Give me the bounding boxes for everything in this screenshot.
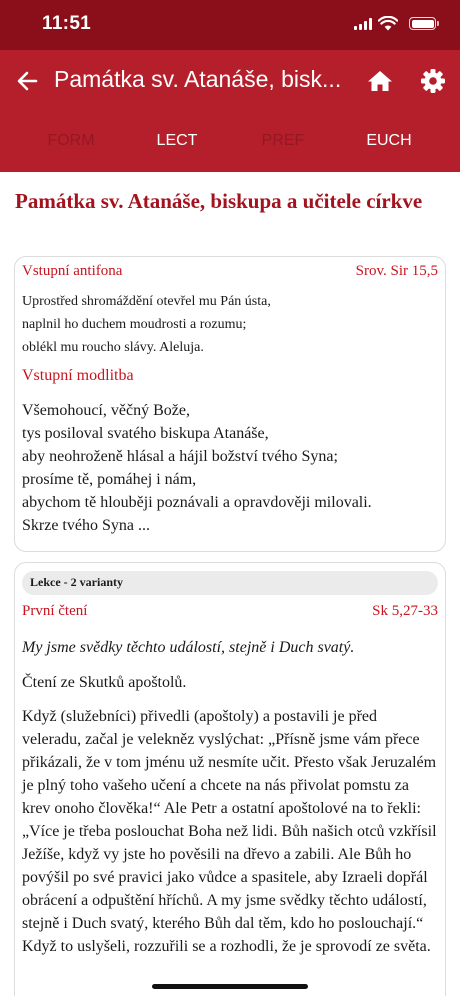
first-reading-header	[22, 603, 438, 620]
entrance-antiphon-label: Vstupní antifona	[22, 263, 123, 279]
reading-text: Když (služebníci) přivedli (apoštoly) a postavili je před veleradu, začal je velekněz vyslýchat: „Přísně jsme vám přece přikázali, že v tom jménu už nesmíte učit. Přesto však Jeruzalém je plný toho vašeho učení a chcete na nás přivolat pomstu za krev onoho člověka!“ Ale Petr a ostatní apoštolové na to řekli: „Více je třeba poslouchat Boha než lidi. Bůh našich otců vzkřísil Ježíše, když vy jste ho pověsili na dřevo a zabili. Ale Bůh ho povýšil po své pravici jako vůdce a spasitele, aby Izraeli dopřál obrácení a odpuštění hříchů. A my jsme svědky těchto událostí, stejně i Duch svatý, kterého Bůh dal těm, kdo ho poslouchají.“ Když to uslyšeli, rozzuřili se a rozhodli, že je sprovodí ze světa.	[22, 708, 437, 955]
antiphon-line: Uprostřed shromáždění otevřel mu Pán ústa,	[22, 294, 271, 309]
entrance-antiphon-text	[22, 290, 271, 359]
navigation-bar	[0, 50, 460, 112]
cellular-signal-icon	[354, 18, 372, 30]
tab-lect[interactable]: LECT	[156, 132, 198, 149]
first-reading-label: První čtení	[22, 603, 88, 619]
opening-prayer-label: Vstupní modlitba	[22, 367, 134, 384]
entrance-antiphon-reference[interactable]: Srov. Sir 15,5	[355, 263, 438, 279]
tab-euch[interactable]: EUCH	[366, 132, 412, 149]
tab-form[interactable]: FORM	[47, 132, 95, 149]
section-tabs	[0, 118, 460, 164]
entrance-card	[14, 256, 446, 552]
entrance-antiphon-header	[22, 263, 438, 280]
gear-icon[interactable]	[419, 67, 447, 95]
readings-card	[14, 562, 446, 996]
nav-title: Památka sv. Atanáše, bisk...	[54, 66, 342, 92]
antiphon-line: naplnil ho duchem moudrosti a rozumu;	[22, 317, 247, 332]
home-icon[interactable]	[366, 67, 394, 95]
first-reading-reference[interactable]: Sk 5,27-33	[372, 603, 438, 619]
opening-prayer-text: Všemohoucí, věčný Bože, tys posiloval svatého biskupa Atanáše, aby neohroženě hlásal a hájil božství tvého Syna; prosíme tě, pomáhej i nám, abychom tě hlouběji poznávali a opravdověji milovali. Skrze tvého Syna ...	[22, 402, 372, 534]
variants-badge[interactable]: Lekce - 2 varianty	[22, 571, 438, 595]
app-header	[0, 0, 460, 172]
status-time: 11:51	[42, 13, 92, 34]
status-bar	[0, 0, 460, 50]
reading-summary: My jsme svědky těchto událostí, stejně i Duch svatý.	[22, 639, 355, 656]
tab-pref[interactable]: PREF	[261, 132, 305, 149]
back-arrow-icon[interactable]	[14, 67, 42, 95]
reading-intro: Čtení ze Skutků apoštolů.	[22, 674, 187, 691]
home-indicator[interactable]	[152, 984, 308, 989]
antiphon-line: oblékl mu roucho slávy. Aleluja.	[22, 340, 204, 355]
scroll-content[interactable]	[0, 172, 460, 996]
battery-icon	[409, 17, 436, 30]
page-title: Památka sv. Atanáše, biskupa a učitele církve	[15, 189, 423, 213]
wifi-icon	[378, 16, 398, 31]
